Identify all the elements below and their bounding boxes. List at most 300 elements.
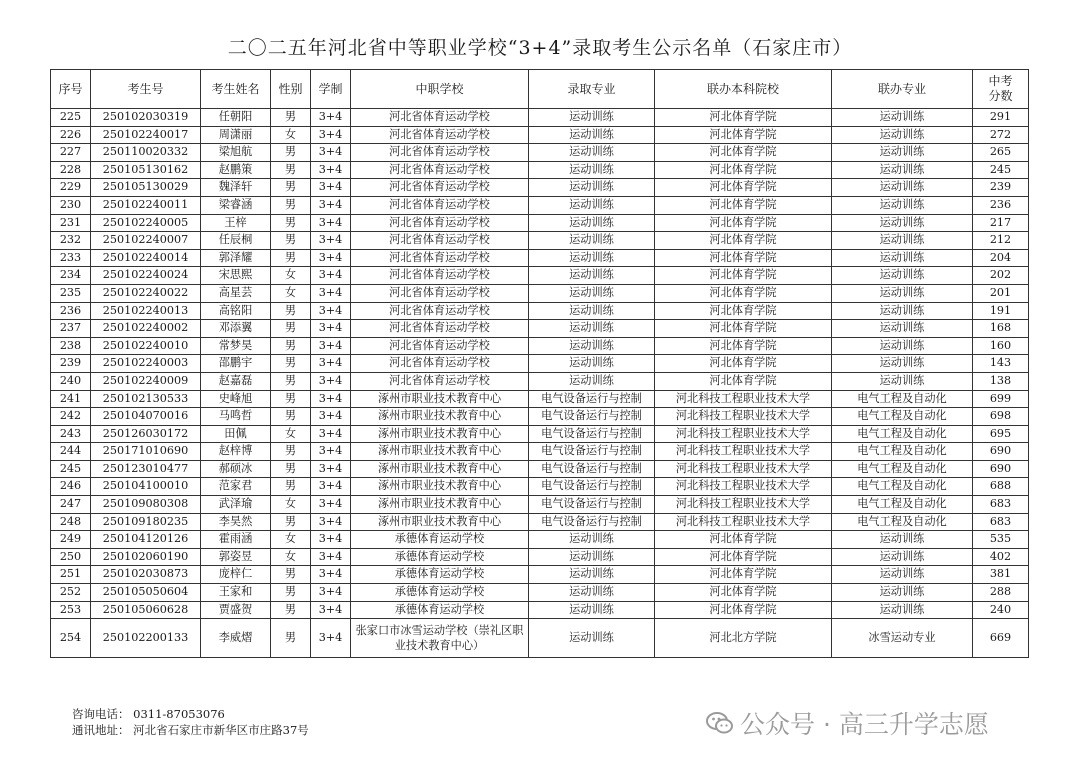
- table-cell: 3+4: [311, 460, 351, 478]
- table-cell: 运动训练: [832, 109, 973, 127]
- table-cell: 243: [51, 425, 91, 443]
- table-cell: 男: [271, 302, 311, 320]
- table-cell: 河北省体育运动学校: [351, 372, 529, 390]
- table-cell: 河北体育学院: [655, 566, 832, 584]
- table-cell: 运动训练: [529, 232, 655, 250]
- table-cell: 3+4: [311, 284, 351, 302]
- table-cell: 运动训练: [529, 109, 655, 127]
- table-cell: 运动训练: [529, 144, 655, 162]
- table-cell: 魏泽轩: [201, 179, 271, 197]
- table-cell: 河北体育学院: [655, 232, 832, 250]
- table-cell: 冰雪运动专业: [832, 619, 973, 658]
- table-header-row: [51, 70, 1029, 109]
- table-cell: 常梦昊: [201, 337, 271, 355]
- table-cell: 周潇丽: [201, 126, 271, 144]
- table-cell: 河北科技工程职业技术大学: [655, 460, 832, 478]
- table-cell: 运动训练: [832, 548, 973, 566]
- table-cell: 女: [271, 548, 311, 566]
- wechat-icon: [706, 711, 734, 735]
- table-cell: 239: [973, 179, 1029, 197]
- table-cell: 河北体育学院: [655, 320, 832, 338]
- table-cell: 250104120126: [91, 531, 201, 549]
- table-cell: 男: [271, 513, 311, 531]
- table-cell: 郭姿昱: [201, 548, 271, 566]
- table-cell: 236: [973, 196, 1029, 214]
- table-row: [51, 337, 1029, 355]
- table-cell: 运动训练: [832, 302, 973, 320]
- table-cell: 695: [973, 425, 1029, 443]
- table-cell: 运动训练: [529, 284, 655, 302]
- table-cell: 699: [973, 390, 1029, 408]
- table-cell: 运动训练: [832, 284, 973, 302]
- table-cell: 3+4: [311, 214, 351, 232]
- contact-address: 通讯地址： 河北省石家庄市新华区市庄路37号: [72, 723, 309, 737]
- table-cell: 武泽瑜: [201, 496, 271, 514]
- table-row: [51, 390, 1029, 408]
- table-cell: 河北省体育运动学校: [351, 196, 529, 214]
- table-cell: 239: [51, 355, 91, 373]
- table-cell: 男: [271, 196, 311, 214]
- table-cell: 河北省体育运动学校: [351, 214, 529, 232]
- table-cell: 河北北方学院: [655, 619, 832, 658]
- table-cell: 250102200133: [91, 619, 201, 658]
- table-cell: 河北科技工程职业技术大学: [655, 478, 832, 496]
- table-cell: 191: [973, 302, 1029, 320]
- table-cell: 河北体育学院: [655, 249, 832, 267]
- table-cell: 253: [51, 601, 91, 619]
- table-cell: 运动训练: [832, 144, 973, 162]
- table-cell: 250102030319: [91, 109, 201, 127]
- contact-phone: 咨询电话： 0311-87053076: [72, 707, 225, 721]
- table-row: [51, 372, 1029, 390]
- table-cell: 河北体育学院: [655, 302, 832, 320]
- table-cell: 250171010690: [91, 443, 201, 461]
- table-cell: 运动训练: [832, 232, 973, 250]
- table-cell: 男: [271, 601, 311, 619]
- table-cell: 邵鹏宇: [201, 355, 271, 373]
- table-cell: 3+4: [311, 144, 351, 162]
- table-cell: 男: [271, 443, 311, 461]
- table-cell: 运动训练: [832, 355, 973, 373]
- table-cell: 3+4: [311, 443, 351, 461]
- table-cell: 女: [271, 126, 311, 144]
- table-cell: 250102240017: [91, 126, 201, 144]
- table-cell: 3+4: [311, 232, 351, 250]
- table-cell: 245: [973, 161, 1029, 179]
- table-cell: 232: [51, 232, 91, 250]
- table-cell: 男: [271, 566, 311, 584]
- table-cell: 任辰桐: [201, 232, 271, 250]
- table-cell: 运动训练: [529, 548, 655, 566]
- header-cell: 序号: [51, 70, 91, 109]
- table-cell: 涿州市职业技术教育中心: [351, 443, 529, 461]
- table-cell: 河北省体育运动学校: [351, 179, 529, 197]
- table-cell: 250126030172: [91, 425, 201, 443]
- header-cell: 录取专业: [529, 70, 655, 109]
- table-cell: 246: [51, 478, 91, 496]
- header-cell: 性别: [271, 70, 311, 109]
- table-cell: 电气设备运行与控制: [529, 408, 655, 426]
- table-cell: 男: [271, 478, 311, 496]
- table-cell: 贾盛贺: [201, 601, 271, 619]
- table-row: [51, 267, 1029, 285]
- table-cell: 138: [973, 372, 1029, 390]
- header-cell: 联办本科院校: [655, 70, 832, 109]
- table-cell: 运动训练: [529, 355, 655, 373]
- table-cell: 男: [271, 355, 311, 373]
- table-cell: 250105050604: [91, 584, 201, 602]
- table-cell: 河北科技工程职业技术大学: [655, 513, 832, 531]
- table-cell: 690: [973, 460, 1029, 478]
- table-cell: 任朝阳: [201, 109, 271, 127]
- table-cell: 236: [51, 302, 91, 320]
- table-cell: 电气设备运行与控制: [529, 443, 655, 461]
- table-cell: 河北科技工程职业技术大学: [655, 425, 832, 443]
- table-cell: 涿州市职业技术教育中心: [351, 425, 529, 443]
- table-cell: 电气设备运行与控制: [529, 390, 655, 408]
- table-cell: 运动训练: [529, 320, 655, 338]
- table-cell: 3+4: [311, 179, 351, 197]
- header-cell: 联办专业: [832, 70, 973, 109]
- table-cell: 402: [973, 548, 1029, 566]
- table-row: [51, 425, 1029, 443]
- table-cell: 250105130162: [91, 161, 201, 179]
- table-row: [51, 196, 1029, 214]
- table-cell: 3+4: [311, 126, 351, 144]
- table-cell: 250102030873: [91, 566, 201, 584]
- table-cell: 河北体育学院: [655, 601, 832, 619]
- table-cell: 河北省体育运动学校: [351, 144, 529, 162]
- table-cell: 电气设备运行与控制: [529, 460, 655, 478]
- table-cell: 235: [51, 284, 91, 302]
- header-cell: 中职学校: [351, 70, 529, 109]
- table-cell: 250105130029: [91, 179, 201, 197]
- table-cell: 249: [51, 531, 91, 549]
- table-cell: 240: [51, 372, 91, 390]
- table-cell: 男: [271, 161, 311, 179]
- table-cell: 梁睿涵: [201, 196, 271, 214]
- table-cell: 3+4: [311, 496, 351, 514]
- table-cell: 3+4: [311, 249, 351, 267]
- table-row: [51, 408, 1029, 426]
- table-cell: 承德体育运动学校: [351, 601, 529, 619]
- table-cell: 运动训练: [529, 601, 655, 619]
- table-cell: 217: [973, 214, 1029, 232]
- admission-table: [50, 69, 1029, 658]
- table-cell: 运动训练: [832, 179, 973, 197]
- table-cell: 运动训练: [832, 584, 973, 602]
- table-cell: 田佩: [201, 425, 271, 443]
- table-cell: 河北体育学院: [655, 196, 832, 214]
- table-cell: 250102060190: [91, 548, 201, 566]
- table-cell: 电气工程及自动化: [832, 408, 973, 426]
- table-row: [51, 214, 1029, 232]
- table-cell: 运动训练: [529, 619, 655, 658]
- table-cell: 228: [51, 161, 91, 179]
- table-cell: 河北省体育运动学校: [351, 267, 529, 285]
- table-cell: 运动训练: [832, 214, 973, 232]
- table-cell: 251: [51, 566, 91, 584]
- table-cell: 运动训练: [529, 214, 655, 232]
- table-cell: 赵嘉磊: [201, 372, 271, 390]
- table-cell: 运动训练: [832, 196, 973, 214]
- table-cell: 运动训练: [529, 161, 655, 179]
- table-row: [51, 548, 1029, 566]
- table-row: [51, 161, 1029, 179]
- table-cell: 250102240007: [91, 232, 201, 250]
- table-cell: 河北科技工程职业技术大学: [655, 443, 832, 461]
- table-cell: 231: [51, 214, 91, 232]
- table-cell: 3+4: [311, 337, 351, 355]
- table-cell: 河北科技工程职业技术大学: [655, 408, 832, 426]
- table-cell: 河北省体育运动学校: [351, 109, 529, 127]
- watermark-text: 公众号 · 高三升学志愿: [740, 710, 989, 739]
- table-cell: 男: [271, 584, 311, 602]
- table-cell: 电气设备运行与控制: [529, 496, 655, 514]
- table-cell: 电气设备运行与控制: [529, 478, 655, 496]
- table-cell: 涿州市职业技术教育中心: [351, 460, 529, 478]
- table-cell: 运动训练: [832, 372, 973, 390]
- table-cell: 3+4: [311, 267, 351, 285]
- table-cell: 李昊然: [201, 513, 271, 531]
- table-cell: 女: [271, 267, 311, 285]
- table-cell: 河北科技工程职业技术大学: [655, 390, 832, 408]
- table-cell: 河北省体育运动学校: [351, 337, 529, 355]
- table-cell: 250102240005: [91, 214, 201, 232]
- table-cell: 男: [271, 460, 311, 478]
- table-cell: 河北体育学院: [655, 109, 832, 127]
- table-cell: 电气工程及自动化: [832, 478, 973, 496]
- table-cell: 250105060628: [91, 601, 201, 619]
- table-cell: 王家和: [201, 584, 271, 602]
- table-cell: 男: [271, 372, 311, 390]
- table-cell: 梁旭航: [201, 144, 271, 162]
- table-cell: 邓添翼: [201, 320, 271, 338]
- table-cell: 运动训练: [529, 566, 655, 584]
- table-cell: 涿州市职业技术教育中心: [351, 513, 529, 531]
- table-cell: 承德体育运动学校: [351, 566, 529, 584]
- table-cell: 河北省体育运动学校: [351, 126, 529, 144]
- table-cell: 河北体育学院: [655, 284, 832, 302]
- table-cell: 运动训练: [832, 267, 973, 285]
- table-cell: 250: [51, 548, 91, 566]
- table-cell: 244: [51, 443, 91, 461]
- table-cell: 3+4: [311, 478, 351, 496]
- table-cell: 河北省体育运动学校: [351, 232, 529, 250]
- table-cell: 运动训练: [529, 584, 655, 602]
- table-cell: 3+4: [311, 372, 351, 390]
- table-cell: 张家口市冰雪运动学校（崇礼区职业技术教育中心）: [351, 619, 529, 658]
- table-row: [51, 232, 1029, 250]
- table-cell: 男: [271, 144, 311, 162]
- table-cell: 3+4: [311, 619, 351, 658]
- table-cell: 3+4: [311, 531, 351, 549]
- table-cell: 535: [973, 531, 1029, 549]
- table-cell: 女: [271, 425, 311, 443]
- table-cell: 242: [51, 408, 91, 426]
- table-cell: 234: [51, 267, 91, 285]
- table-cell: 运动训练: [832, 320, 973, 338]
- table-cell: 女: [271, 284, 311, 302]
- table-cell: 230: [51, 196, 91, 214]
- table-cell: 240: [973, 601, 1029, 619]
- table-cell: 250102240022: [91, 284, 201, 302]
- table-cell: 庞梓仁: [201, 566, 271, 584]
- table-cell: 运动训练: [529, 302, 655, 320]
- table-row: [51, 302, 1029, 320]
- table-cell: 河北省体育运动学校: [351, 249, 529, 267]
- table-cell: 291: [973, 109, 1029, 127]
- table-cell: 涿州市职业技术教育中心: [351, 478, 529, 496]
- table-cell: 运动训练: [529, 249, 655, 267]
- table-row: [51, 179, 1029, 197]
- table-cell: 河北体育学院: [655, 531, 832, 549]
- table-cell: 河北体育学院: [655, 548, 832, 566]
- table-cell: 涿州市职业技术教育中心: [351, 496, 529, 514]
- table-cell: 247: [51, 496, 91, 514]
- table-cell: 250102240014: [91, 249, 201, 267]
- table-cell: 男: [271, 320, 311, 338]
- table-cell: 237: [51, 320, 91, 338]
- table-cell: 河北省体育运动学校: [351, 355, 529, 373]
- table-cell: 运动训练: [832, 566, 973, 584]
- table-cell: 河北省体育运动学校: [351, 161, 529, 179]
- table-cell: 运动训练: [832, 126, 973, 144]
- table-cell: 690: [973, 443, 1029, 461]
- table-cell: 女: [271, 496, 311, 514]
- table-cell: 288: [973, 584, 1029, 602]
- table-cell: 3+4: [311, 355, 351, 373]
- table-cell: 河北体育学院: [655, 161, 832, 179]
- table-row: [51, 249, 1029, 267]
- table-cell: 河北体育学院: [655, 144, 832, 162]
- table-cell: 683: [973, 496, 1029, 514]
- table-cell: 涿州市职业技术教育中心: [351, 390, 529, 408]
- table-cell: 212: [973, 232, 1029, 250]
- table-cell: 143: [973, 355, 1029, 373]
- table-cell: 赵鹏策: [201, 161, 271, 179]
- table-cell: 381: [973, 566, 1029, 584]
- table-cell: 204: [973, 249, 1029, 267]
- table-row: [51, 320, 1029, 338]
- table-cell: 高铭阳: [201, 302, 271, 320]
- table-cell: 电气工程及自动化: [832, 496, 973, 514]
- table-cell: 250102240002: [91, 320, 201, 338]
- table-cell: 3+4: [311, 196, 351, 214]
- header-cell: 考生号: [91, 70, 201, 109]
- table-cell: 赵梓博: [201, 443, 271, 461]
- table-cell: 245: [51, 460, 91, 478]
- table-cell: 河北科技工程职业技术大学: [655, 496, 832, 514]
- table-cell: 226: [51, 126, 91, 144]
- table-cell: 202: [973, 267, 1029, 285]
- table-cell: 电气工程及自动化: [832, 425, 973, 443]
- table-cell: 3+4: [311, 513, 351, 531]
- table-cell: 马鸣哲: [201, 408, 271, 426]
- table-cell: 电气工程及自动化: [832, 390, 973, 408]
- table-cell: 涿州市职业技术教育中心: [351, 408, 529, 426]
- table-cell: 霍雨涵: [201, 531, 271, 549]
- table-cell: 3+4: [311, 320, 351, 338]
- table-row: [51, 126, 1029, 144]
- table-cell: 电气设备运行与控制: [529, 513, 655, 531]
- table-cell: 250102130533: [91, 390, 201, 408]
- table-cell: 河北省体育运动学校: [351, 284, 529, 302]
- table-cell: 电气工程及自动化: [832, 513, 973, 531]
- table-cell: 250102240024: [91, 267, 201, 285]
- table-cell: 229: [51, 179, 91, 197]
- table-cell: 运动训练: [529, 196, 655, 214]
- table-cell: 李威熠: [201, 619, 271, 658]
- table-cell: 160: [973, 337, 1029, 355]
- table-cell: 254: [51, 619, 91, 658]
- table-cell: 运动训练: [529, 531, 655, 549]
- table-row: [51, 513, 1029, 531]
- table-cell: 3+4: [311, 302, 351, 320]
- table-cell: 运动训练: [529, 337, 655, 355]
- table-cell: 250102240010: [91, 337, 201, 355]
- table-cell: 运动训练: [529, 372, 655, 390]
- table-cell: 男: [271, 249, 311, 267]
- table-cell: 3+4: [311, 408, 351, 426]
- table-row: [51, 284, 1029, 302]
- table-cell: 男: [271, 109, 311, 127]
- table-cell: 265: [973, 144, 1029, 162]
- table-cell: 3+4: [311, 566, 351, 584]
- header-cell: 学制: [311, 70, 351, 109]
- table-cell: 3+4: [311, 601, 351, 619]
- table-cell: 248: [51, 513, 91, 531]
- table-cell: 250123010477: [91, 460, 201, 478]
- table-cell: 698: [973, 408, 1029, 426]
- table-cell: 河北体育学院: [655, 179, 832, 197]
- table-row: [51, 460, 1029, 478]
- table-cell: 河北省体育运动学校: [351, 302, 529, 320]
- table-cell: 男: [271, 337, 311, 355]
- table-cell: 河北体育学院: [655, 355, 832, 373]
- table-cell: 3+4: [311, 584, 351, 602]
- table-cell: 669: [973, 619, 1029, 658]
- table-cell: 3+4: [311, 548, 351, 566]
- table-cell: 201: [973, 284, 1029, 302]
- table-row: [51, 496, 1029, 514]
- table-cell: 241: [51, 390, 91, 408]
- table-cell: 郝硕冰: [201, 460, 271, 478]
- table-cell: 电气设备运行与控制: [529, 425, 655, 443]
- table-cell: 王梓: [201, 214, 271, 232]
- table-row: [51, 443, 1029, 461]
- table-cell: 168: [973, 320, 1029, 338]
- table-cell: 电气工程及自动化: [832, 460, 973, 478]
- table-cell: 郭泽耀: [201, 249, 271, 267]
- table-cell: 河北体育学院: [655, 584, 832, 602]
- table-cell: 史峰旭: [201, 390, 271, 408]
- table-cell: 河北省体育运动学校: [351, 320, 529, 338]
- table-cell: 688: [973, 478, 1029, 496]
- table-cell: 男: [271, 390, 311, 408]
- table-cell: 河北体育学院: [655, 267, 832, 285]
- table-cell: 河北体育学院: [655, 126, 832, 144]
- table-cell: 范家君: [201, 478, 271, 496]
- table-cell: 运动训练: [832, 249, 973, 267]
- table-cell: 女: [271, 531, 311, 549]
- table-cell: 河北体育学院: [655, 214, 832, 232]
- table-cell: 承德体育运动学校: [351, 548, 529, 566]
- table-cell: 683: [973, 513, 1029, 531]
- table-cell: 3+4: [311, 109, 351, 127]
- table-cell: 电气工程及自动化: [832, 443, 973, 461]
- table-cell: 250102240009: [91, 372, 201, 390]
